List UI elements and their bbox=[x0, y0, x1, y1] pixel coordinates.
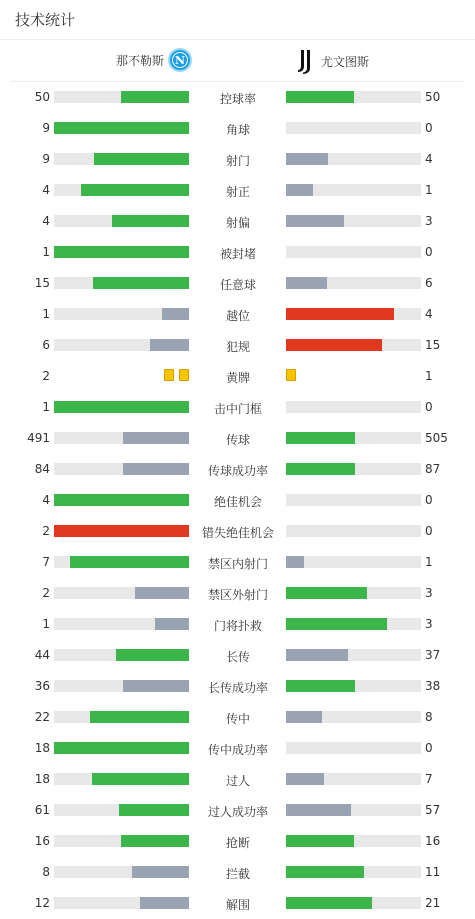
away-value: 3 bbox=[425, 586, 433, 600]
home-bar-fill bbox=[150, 339, 189, 351]
home-bar-fill bbox=[94, 153, 189, 165]
away-value: 3 bbox=[425, 214, 433, 228]
stat-row bbox=[0, 795, 475, 826]
home-bar-fill bbox=[93, 277, 189, 289]
away-bar-fill bbox=[286, 587, 367, 599]
stat-label: 越位 bbox=[225, 309, 250, 323]
home-value: 15 bbox=[34, 276, 50, 290]
away-value: 0 bbox=[425, 245, 433, 259]
away-bar-fill bbox=[286, 308, 394, 320]
home-value: 22 bbox=[34, 710, 50, 724]
stat-row bbox=[0, 144, 475, 175]
home-value: 4 bbox=[42, 183, 50, 197]
stat-label: 控球率 bbox=[219, 92, 256, 106]
away-bar-track bbox=[286, 215, 421, 227]
stat-label: 击中门框 bbox=[213, 402, 262, 416]
away-bar-track bbox=[286, 122, 421, 134]
away-bar-track bbox=[286, 773, 421, 785]
stat-row bbox=[0, 547, 475, 578]
stat-label: 任意球 bbox=[219, 278, 256, 292]
away-yellow-cards bbox=[286, 369, 296, 381]
away-value: 0 bbox=[425, 400, 433, 414]
yellow-card-icon bbox=[164, 369, 174, 381]
home-bar-track bbox=[54, 618, 189, 630]
away-bar-track bbox=[286, 618, 421, 630]
away-bar-track bbox=[286, 277, 421, 289]
away-value: 0 bbox=[425, 741, 433, 755]
home-bar-track bbox=[54, 401, 189, 413]
away-bar-track bbox=[286, 866, 421, 878]
napoli-logo-icon bbox=[168, 48, 192, 72]
away-bar-track bbox=[286, 649, 421, 661]
home-bar-track bbox=[54, 649, 189, 661]
away-bar-fill bbox=[286, 773, 324, 785]
stat-row bbox=[0, 702, 475, 733]
home-team-name: 那不勒斯 bbox=[115, 53, 164, 68]
home-bar-fill bbox=[54, 494, 189, 506]
away-bar-track bbox=[286, 184, 421, 196]
stat-label: 禁区外射门 bbox=[207, 588, 268, 602]
teams-header bbox=[10, 40, 465, 82]
home-bar-fill bbox=[162, 308, 189, 320]
away-bar-track bbox=[286, 742, 421, 754]
napoli-logo-letter: N bbox=[172, 52, 188, 68]
home-yellow-cards bbox=[164, 369, 189, 381]
away-bar-track bbox=[286, 339, 421, 351]
home-value: 8 bbox=[42, 865, 50, 879]
home-bar-track bbox=[54, 91, 189, 103]
stat-row bbox=[0, 485, 475, 516]
away-value: 15 bbox=[425, 338, 441, 352]
home-bar-track bbox=[54, 463, 189, 475]
stat-label: 长传 bbox=[225, 650, 250, 664]
home-value: 12 bbox=[34, 896, 50, 910]
home-bar-fill bbox=[155, 618, 189, 630]
away-value: 50 bbox=[425, 90, 441, 104]
stat-row bbox=[0, 392, 475, 423]
stat-row bbox=[0, 578, 475, 609]
home-bar-track bbox=[54, 835, 189, 847]
away-value: 11 bbox=[425, 865, 441, 879]
home-bar-fill bbox=[54, 246, 189, 258]
home-value: 36 bbox=[34, 679, 50, 693]
stat-row bbox=[0, 361, 475, 392]
away-bar-track bbox=[286, 432, 421, 444]
away-value: 4 bbox=[425, 152, 433, 166]
home-bar-fill bbox=[123, 680, 189, 692]
away-value: 8 bbox=[425, 710, 433, 724]
stat-row bbox=[0, 299, 475, 330]
away-bar-fill bbox=[286, 618, 387, 630]
home-bar-track bbox=[54, 866, 189, 878]
home-team[interactable] bbox=[116, 48, 192, 72]
home-bar-fill bbox=[121, 91, 189, 103]
away-team[interactable] bbox=[295, 48, 369, 74]
stats-list bbox=[0, 82, 475, 919]
home-bar-track bbox=[54, 215, 189, 227]
stat-row bbox=[0, 237, 475, 268]
stat-label: 长传成功率 bbox=[207, 681, 268, 695]
away-bar-track bbox=[286, 308, 421, 320]
stat-label: 被封堵 bbox=[219, 247, 256, 261]
away-bar-track bbox=[286, 401, 421, 413]
away-value: 0 bbox=[425, 524, 433, 538]
stat-label: 过人 bbox=[225, 774, 250, 788]
away-value: 1 bbox=[425, 369, 433, 383]
away-value: 6 bbox=[425, 276, 433, 290]
stat-row bbox=[0, 609, 475, 640]
stat-row bbox=[0, 640, 475, 671]
home-value: 44 bbox=[34, 648, 50, 662]
stat-label: 角球 bbox=[225, 123, 250, 137]
away-bar-track bbox=[286, 153, 421, 165]
stat-label: 射门 bbox=[225, 154, 250, 168]
stat-label: 黄牌 bbox=[225, 371, 250, 385]
away-bar-fill bbox=[286, 711, 322, 723]
home-value: 2 bbox=[42, 524, 50, 538]
away-bar-track bbox=[286, 91, 421, 103]
stat-label: 射正 bbox=[225, 185, 250, 199]
stat-row bbox=[0, 113, 475, 144]
home-value: 1 bbox=[42, 307, 50, 321]
home-bar-fill bbox=[140, 897, 189, 909]
stat-label: 传中 bbox=[225, 712, 250, 726]
away-value: 0 bbox=[425, 493, 433, 507]
stat-row bbox=[0, 826, 475, 857]
home-bar-track bbox=[54, 525, 189, 537]
away-bar-fill bbox=[286, 866, 364, 878]
stat-row bbox=[0, 330, 475, 361]
away-value: 37 bbox=[425, 648, 441, 662]
away-value: 57 bbox=[425, 803, 441, 817]
home-value: 84 bbox=[34, 462, 50, 476]
yellow-card-icon bbox=[286, 369, 296, 381]
home-bar-track bbox=[54, 153, 189, 165]
away-bar-fill bbox=[286, 91, 354, 103]
home-value: 9 bbox=[42, 121, 50, 135]
home-value: 7 bbox=[42, 555, 50, 569]
away-value: 1 bbox=[425, 183, 433, 197]
away-bar-fill bbox=[286, 804, 351, 816]
away-bar-fill bbox=[286, 339, 382, 351]
stat-label: 传球 bbox=[225, 433, 250, 447]
home-bar-fill bbox=[135, 587, 189, 599]
stat-row bbox=[0, 764, 475, 795]
home-value: 9 bbox=[42, 152, 50, 166]
stat-label: 传中成功率 bbox=[207, 743, 268, 757]
stat-label: 绝佳机会 bbox=[213, 495, 262, 509]
away-value: 7 bbox=[425, 772, 433, 786]
away-team-name: 尤文图斯 bbox=[321, 54, 370, 69]
stat-label: 犯规 bbox=[225, 340, 250, 354]
away-bar-fill bbox=[286, 556, 304, 568]
stat-label: 禁区内射门 bbox=[207, 557, 268, 571]
home-bar-track bbox=[54, 184, 189, 196]
home-value: 491 bbox=[27, 431, 50, 445]
home-bar-track bbox=[54, 122, 189, 134]
away-bar-fill bbox=[286, 215, 344, 227]
away-bar-track bbox=[286, 463, 421, 475]
home-bar-fill bbox=[121, 835, 189, 847]
away-value: 505 bbox=[425, 431, 448, 445]
stat-row bbox=[0, 671, 475, 702]
page-header bbox=[0, 0, 475, 40]
home-bar-fill bbox=[81, 184, 189, 196]
juventus-logo-icon bbox=[295, 48, 317, 74]
away-value: 38 bbox=[425, 679, 441, 693]
home-value: 16 bbox=[34, 834, 50, 848]
away-bar-fill bbox=[286, 680, 355, 692]
away-bar-track bbox=[286, 587, 421, 599]
away-value: 3 bbox=[425, 617, 433, 631]
stat-label: 传球成功率 bbox=[207, 464, 268, 478]
stat-label: 解围 bbox=[225, 898, 250, 912]
stat-label: 拦截 bbox=[225, 867, 250, 881]
home-bar-fill bbox=[54, 525, 189, 537]
away-bar-fill bbox=[286, 432, 355, 444]
stat-row bbox=[0, 82, 475, 113]
away-bar-track bbox=[286, 494, 421, 506]
yellow-card-icon bbox=[179, 369, 189, 381]
home-value: 4 bbox=[42, 214, 50, 228]
home-bar-fill bbox=[92, 773, 189, 785]
away-bar-fill bbox=[286, 153, 328, 165]
home-value: 50 bbox=[34, 90, 50, 104]
home-value: 1 bbox=[42, 245, 50, 259]
away-bar-track bbox=[286, 804, 421, 816]
away-bar-track bbox=[286, 246, 421, 258]
page-title: 技术统计 bbox=[15, 11, 76, 29]
stat-label: 门将扑救 bbox=[213, 619, 262, 633]
home-value: 4 bbox=[42, 493, 50, 507]
away-bar-fill bbox=[286, 897, 372, 909]
away-bar-track bbox=[286, 525, 421, 537]
away-bar-fill bbox=[286, 184, 313, 196]
home-value: 6 bbox=[42, 338, 50, 352]
away-bar-fill bbox=[286, 649, 348, 661]
away-value: 1 bbox=[425, 555, 433, 569]
stat-row bbox=[0, 733, 475, 764]
stat-row bbox=[0, 516, 475, 547]
stat-row bbox=[0, 423, 475, 454]
home-bar-track bbox=[54, 587, 189, 599]
home-bar-fill bbox=[54, 122, 189, 134]
home-bar-track bbox=[54, 711, 189, 723]
home-bar-fill bbox=[54, 401, 189, 413]
home-bar-track bbox=[54, 897, 189, 909]
away-value: 4 bbox=[425, 307, 433, 321]
home-bar-track bbox=[54, 277, 189, 289]
home-bar-fill bbox=[123, 463, 189, 475]
stat-label: 抢断 bbox=[225, 836, 250, 850]
away-bar-fill bbox=[286, 835, 354, 847]
away-value: 21 bbox=[425, 896, 441, 910]
home-bar-fill bbox=[90, 711, 189, 723]
stat-row bbox=[0, 857, 475, 888]
home-bar-fill bbox=[112, 215, 189, 227]
away-bar-track bbox=[286, 680, 421, 692]
home-bar-fill bbox=[116, 649, 189, 661]
home-bar-track bbox=[54, 246, 189, 258]
stat-label: 错失绝佳机会 bbox=[201, 526, 274, 540]
stat-row bbox=[0, 206, 475, 237]
home-bar-fill bbox=[123, 432, 189, 444]
away-bar-fill bbox=[286, 277, 327, 289]
home-bar-track bbox=[54, 773, 189, 785]
away-bar-fill bbox=[286, 463, 355, 475]
home-bar-fill bbox=[132, 866, 189, 878]
stat-label: 过人成功率 bbox=[207, 805, 268, 819]
home-bar-track bbox=[54, 804, 189, 816]
home-value: 18 bbox=[34, 772, 50, 786]
stat-row bbox=[0, 268, 475, 299]
home-bar-fill bbox=[119, 804, 189, 816]
away-value: 0 bbox=[425, 121, 433, 135]
stat-label: 射偏 bbox=[225, 216, 250, 230]
away-value: 87 bbox=[425, 462, 441, 476]
home-bar-track bbox=[54, 308, 189, 320]
home-bar-track bbox=[54, 432, 189, 444]
home-value: 61 bbox=[34, 803, 50, 817]
away-bar-track bbox=[286, 835, 421, 847]
away-bar-track bbox=[286, 897, 421, 909]
home-value: 18 bbox=[34, 741, 50, 755]
away-bar-track bbox=[286, 556, 421, 568]
home-bar-track bbox=[54, 680, 189, 692]
home-value: 1 bbox=[42, 400, 50, 414]
stat-row bbox=[0, 175, 475, 206]
away-value: 16 bbox=[425, 834, 441, 848]
home-value: 1 bbox=[42, 617, 50, 631]
stat-row bbox=[0, 888, 475, 919]
away-bar-track bbox=[286, 711, 421, 723]
home-bar-track bbox=[54, 494, 189, 506]
home-bar-fill bbox=[54, 742, 189, 754]
home-bar-fill bbox=[70, 556, 189, 568]
home-bar-track bbox=[54, 742, 189, 754]
home-value: 2 bbox=[42, 369, 50, 383]
home-bar-track bbox=[54, 339, 189, 351]
home-bar-track bbox=[54, 556, 189, 568]
stat-row bbox=[0, 454, 475, 485]
home-value: 2 bbox=[42, 586, 50, 600]
